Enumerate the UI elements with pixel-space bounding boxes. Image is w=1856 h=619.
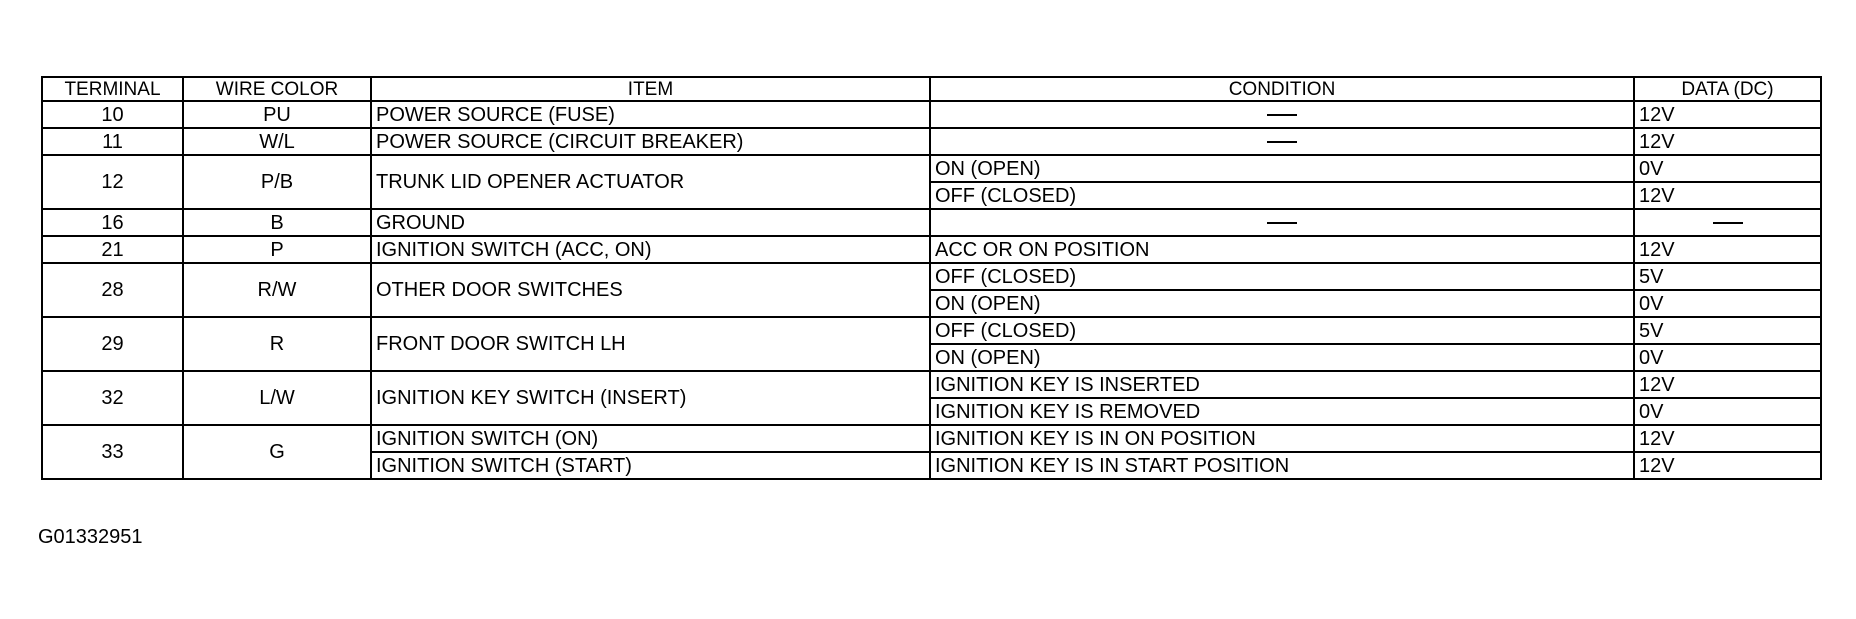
data-cell: 0V [1634,155,1821,182]
header-terminal: TERMINAL [42,77,183,101]
data-cell: 12V [1634,182,1821,209]
condition-cell: IGNITION KEY IS IN ON POSITION [930,425,1634,452]
header-item: ITEM [371,77,930,101]
table-row [42,371,1821,398]
data-cell: 12V [1634,371,1821,398]
wire-color-cell: R [183,317,371,371]
data-cell: 12V [1634,452,1821,479]
table-row [42,425,1821,452]
terminal-cell: 29 [42,317,183,371]
table-row [42,236,1821,263]
condition-cell: ACC OR ON POSITION [930,236,1634,263]
condition-cell: ON (OPEN) [930,344,1634,371]
not-applicable-dash [1713,222,1743,224]
item-cell: IGNITION SWITCH (START) [371,452,930,479]
terminal-data-table [41,76,1822,480]
table-row [42,155,1821,182]
wire-color-cell: PU [183,101,371,128]
item-cell: OTHER DOOR SWITCHES [371,263,930,317]
terminal-cell: 16 [42,209,183,236]
wire-color-cell: R/W [183,263,371,317]
data-cell: 0V [1634,344,1821,371]
item-cell: POWER SOURCE (CIRCUIT BREAKER) [371,128,930,155]
wire-color-cell: G [183,425,371,479]
item-cell: GROUND [371,209,930,236]
condition-cell: OFF (CLOSED) [930,317,1634,344]
item-cell: IGNITION SWITCH (ON) [371,425,930,452]
condition-cell: ON (OPEN) [930,290,1634,317]
terminal-cell: 28 [42,263,183,317]
condition-cell [930,209,1634,236]
data-cell [1634,209,1821,236]
terminal-cell: 12 [42,155,183,209]
condition-cell: ON (OPEN) [930,155,1634,182]
table-row [42,317,1821,344]
wire-color-cell: L/W [183,371,371,425]
data-cell: 5V [1634,317,1821,344]
condition-cell: OFF (CLOSED) [930,182,1634,209]
terminal-cell: 21 [42,236,183,263]
wire-color-cell: P [183,236,371,263]
condition-cell: IGNITION KEY IS REMOVED [930,398,1634,425]
table-header-row [42,77,1821,101]
data-cell: 0V [1634,290,1821,317]
condition-cell: IGNITION KEY IS INSERTED [930,371,1634,398]
terminal-cell: 33 [42,425,183,479]
terminal-cell: 11 [42,128,183,155]
condition-cell: OFF (CLOSED) [930,263,1634,290]
terminal-cell: 10 [42,101,183,128]
table-row [42,263,1821,290]
table-row [42,128,1821,155]
not-applicable-dash [1267,222,1297,224]
data-cell: 5V [1634,263,1821,290]
wire-color-cell: P/B [183,155,371,209]
item-cell: IGNITION SWITCH (ACC, ON) [371,236,930,263]
item-cell: FRONT DOOR SWITCH LH [371,317,930,371]
wire-color-cell: B [183,209,371,236]
condition-cell [930,128,1634,155]
data-cell: 12V [1634,425,1821,452]
data-cell: 0V [1634,398,1821,425]
header-condition: CONDITION [930,77,1634,101]
not-applicable-dash [1267,114,1297,116]
header-wire-color: WIRE COLOR [183,77,371,101]
table-row [42,101,1821,128]
not-applicable-dash [1267,141,1297,143]
item-cell: IGNITION KEY SWITCH (INSERT) [371,371,930,425]
condition-cell [930,101,1634,128]
data-cell: 12V [1634,101,1821,128]
item-cell: TRUNK LID OPENER ACTUATOR [371,155,930,209]
figure-id: G01332951 [38,526,143,548]
data-cell: 12V [1634,128,1821,155]
header-data-dc: DATA (DC) [1634,77,1821,101]
data-cell: 12V [1634,236,1821,263]
table-row [42,209,1821,236]
item-cell: POWER SOURCE (FUSE) [371,101,930,128]
condition-cell: IGNITION KEY IS IN START POSITION [930,452,1634,479]
wire-color-cell: W/L [183,128,371,155]
terminal-cell: 32 [42,371,183,425]
